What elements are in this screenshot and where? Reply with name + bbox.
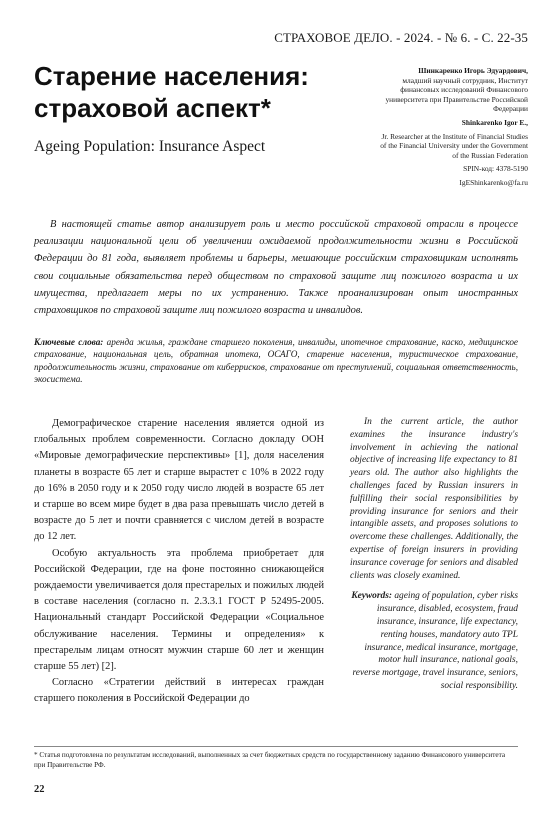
keywords-ru-label: Ключевые слова:: [34, 337, 104, 347]
footnote: * Статья подготовлена по результатам исследований, выполненных за счет бюджетных средств по государственному заданию Финансового университета при Правительстве РФ.: [34, 751, 506, 769]
body-paragraph: Демографическое старение населения является одной из глобальных проблем современности. Согласно докладу ООН «Мировые демографические перспективы» [1], доля населения планеты в возрасте 65 лет и старше вырастет с 10% в 2022 году до 16% в 2050 году и к 2050 году число людей в возрасте 65 лет и старше во всем мире будет в два раза превышать число детей в возрасте до 5 лет и почти сравняется с числом детей в возрасте до 12 лет.: [34, 418, 324, 543]
abstract-ru: В настоящей статье автор анализирует роль и место российской страховой отрасли в процессе реализации национальной цели об увеличении ожидаемой продолжительности жизни в Российской Федерации до 81 года, выявляет проблемы и барьеры, мешающие российским страховщикам исполнять свои социальные обязательства перед обществом по страховой защите лиц пожилого возраста и их имущества, предлагает меры по их устранению. Также проанализирован опыт иностранных страховщиков по страховой защите лиц пожилого возраста и инвалидов.: [34, 219, 518, 317]
body-paragraph: Особую актуальность эта проблема приобретает для Российской Федерации, где на фоне постоянно снижающейся рождаемости увеличивается доля престарелых и пожилых людей в составе населения (согласно п. 2.3.3.1 ГОСТ Р 52495-2005. Национальный стандарт Российской Федерации «Социальное обслуживание населения. Термины и определения» к престарелым лицам относят мужчин старше 60 лет и женщин старше 55 лет) [2].: [34, 547, 324, 673]
keywords-en: [350, 590, 518, 692]
body-column: [34, 416, 324, 708]
page-number: 22: [34, 784, 45, 795]
author-info: [378, 66, 528, 188]
author-email[interactable]: IgEShinkarenko@fa.ru: [459, 177, 528, 187]
article-subtitle: Ageing Population: Insurance Aspect: [34, 138, 266, 155]
author-position-en: Jr. Researcher at the Institute of Financial Studies of the Financial University under the Government of the Russian Federation: [380, 131, 528, 160]
journal-header: СТРАХОВОЕ ДЕЛО. - 2024. - № 6. - С. 22-35: [274, 30, 528, 45]
keywords-ru: [34, 336, 518, 386]
keywords-en-text: ageing of population, cyber risks insurance, disabled, ecosystem, fraud insurance, insurance, life expectancy, renting houses, mandatory auto TPL insurance, medical insurance, mortgage, motor hull insurance, national goals, reverse mortgage, travel insurance, seniors, social responsibility.: [352, 591, 518, 691]
author-spin: SPIN-код: 4378-5190: [463, 164, 528, 174]
keywords-en-label: Keywords:: [351, 591, 392, 602]
article-title: Старение населения: страховой аспект*: [34, 61, 309, 123]
english-abstract-column: [350, 416, 518, 693]
abstract-en: In the current article, the author examines the insurance industry's involvement in achieving the national objective of increasing life expectancy to 81 years old. The author also highlights the challenges faced by Russian insurers in fulfilling their social responsibilities by providing insurance for seniors and their intangible assets, and proposes solutions to overcome these challenges. Additionally, the expertise of foreign insurers in providing insurance coverage for seniors and disabled clients was closely examined.: [350, 417, 518, 581]
author-position-ru: младший научный сотрудник, Институт финансовых исследований Финансового университета при Правительстве Российской Федерации: [385, 75, 528, 114]
keywords-ru-text: аренда жилья, граждане старшего поколения, инвалиды, ипотечное страхование, каско, медицинское страхование, национальная цель, обратная ипотека, ОСАГО, старение населения, туристическое страхование, продолжительность жизни, страхование от киберрисков, страхование от преступлений, социальная ответственность, экосистема.: [34, 337, 518, 385]
footnote-divider: [34, 746, 518, 747]
author-name-ru: Шинкаренко Игорь Эдуардович,: [418, 66, 528, 75]
author-name-en: Shinkarenko Igor E.,: [461, 117, 528, 127]
body-paragraph: Согласно «Стратегии действий в интересах граждан старшего поколения в Российской Федерации до: [34, 677, 324, 705]
